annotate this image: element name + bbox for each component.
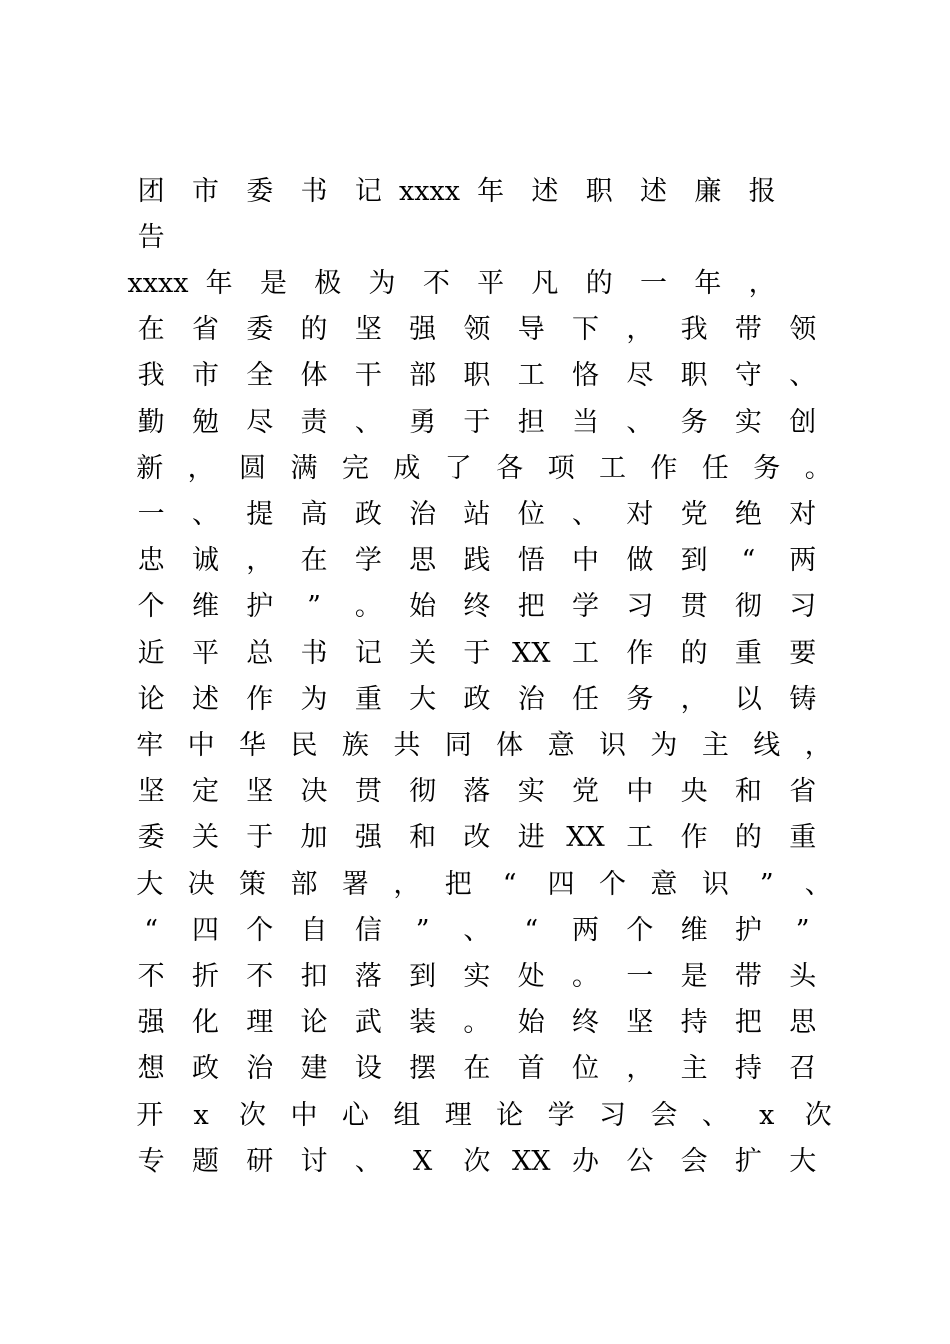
document-title-line-2: 告 bbox=[137, 222, 165, 253]
body-line: 牢 中 华 民 族 共 同 体 意 识 为 主 线 ， bbox=[136, 730, 832, 761]
body-line: “ 四 个 自 信 ” 、 “ 两 个 维 护 ” bbox=[144, 914, 810, 946]
body-line: 近 平 总 书 记 关 于 XX 工 作 的 重 要 bbox=[137, 637, 817, 669]
body-line: 一 、 提 高 政 治 站 位 、 对 党 绝 对 bbox=[137, 499, 817, 530]
document-title-line-1: 团 市 委 书 记 xxxx 年 述 职 述 廉 报 bbox=[137, 176, 776, 207]
body-line: 委 关 于 加 强 和 改 进 XX 工 作 的 重 bbox=[137, 822, 817, 854]
body-line: 专 题 研 讨 、 X 次 XX 办 公 会 扩 大 bbox=[137, 1145, 817, 1177]
body-line: 在 省 委 的 坚 强 领 导 下 ， 我 带 领 bbox=[137, 314, 817, 346]
body-line: 个 维 护 ” 。 始 终 把 学 习 贯 彻 习 bbox=[137, 591, 817, 623]
body-line: 开 x 次 中 心 组 理 论 学 习 会 、 x 次 bbox=[136, 1099, 832, 1131]
body-line: 坚 定 坚 决 贯 彻 落 实 党 中 央 和 省 bbox=[137, 776, 817, 808]
body-line: 新 ， 圆 满 完 成 了 各 项 工 作 任 务 。 bbox=[136, 452, 832, 484]
body-line: 我 市 全 体 干 部 职 工 恪 尽 职 守 、 bbox=[137, 360, 817, 392]
body-line: 强 化 理 论 武 装 。 始 终 坚 持 把 思 bbox=[137, 1007, 817, 1039]
body-line: 不 折 不 扣 落 到 实 处 。 一 是 带 头 bbox=[137, 961, 817, 992]
body-line: 忠 诚 ， 在 学 思 践 悟 中 做 到 “ 两 bbox=[137, 545, 817, 577]
body-line: 大 决 策 部 署 ， 把 “ 四 个 意 识 ” 、 bbox=[136, 868, 832, 900]
body-line: 论 述 作 为 重 大 政 治 任 务 ， 以 铸 bbox=[137, 683, 817, 715]
body-line: xxxx 年 是 极 为 不 平 凡 的 一 年 ， bbox=[127, 268, 776, 299]
body-line: 想 政 治 建 设 摆 在 首 位 ， 主 持 召 bbox=[137, 1053, 817, 1085]
body-line: 勤 勉 尽 责 、 勇 于 担 当 、 务 实 创 bbox=[137, 406, 817, 438]
